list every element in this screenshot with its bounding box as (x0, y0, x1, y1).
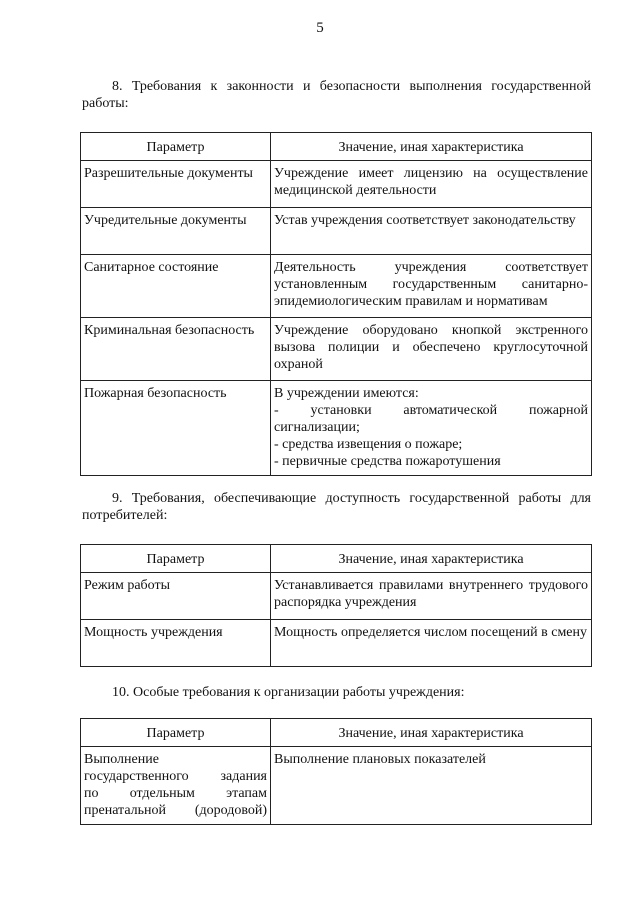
section-10-heading: 10. Особые требования к организации работы учреждения: (112, 685, 465, 700)
value-cell: Учреждение оборудовано кнопкой экстренного вызова полиции и обеспечено круглосуточной охраной (271, 318, 592, 381)
value-line: - установки автоматической пожарной сигнализации; (274, 403, 588, 435)
value-cell (271, 381, 592, 476)
parameter-cell: Санитарное состояние (81, 255, 271, 318)
value-cell: Учреждение имеет лицензию на осуществление медицинской деятельности (271, 161, 592, 208)
section-8-heading: 8. Требования к законности и безопасности выполнения государственной работы: (82, 79, 591, 111)
value-line: - первичные средства пожаротушения (274, 454, 501, 469)
column-header-parameter: Параметр (81, 133, 271, 161)
section-9-heading: 9. Требования, обеспечивающие доступность государственной работы для потребителей: (82, 491, 591, 523)
value-cell: Устав учреждения соответствует законодательству (271, 208, 592, 255)
column-header-value: Значение, иная характеристика (271, 545, 592, 573)
parameter-cell (81, 747, 271, 825)
column-header-value: Значение, иная характеристика (271, 133, 592, 161)
parameter-cell: Криминальная безопасность (81, 318, 271, 381)
parameter-cell: Разрешительные документы (81, 161, 271, 208)
parameter-cell: Учредительные документы (81, 208, 271, 255)
column-header-parameter: Параметр (81, 719, 271, 747)
table-row (81, 255, 592, 318)
value-cell: Выполнение плановых показателей (271, 747, 592, 825)
page-number: 5 (316, 20, 324, 36)
parameter-line: государственного задания (84, 769, 267, 784)
table-row (81, 381, 592, 476)
parameter-line: по отдельным этапам (84, 786, 267, 801)
table-row (81, 573, 592, 620)
parameter-cell: Мощность учреждения (81, 620, 271, 667)
table-row (81, 620, 592, 667)
table-row (81, 208, 592, 255)
table-row (81, 747, 592, 825)
table-header-row (81, 719, 592, 747)
value-line: В учреждении имеются: (274, 386, 419, 401)
value-cell: Устанавливается правилами внутреннего трудового распорядка учреждения (271, 573, 592, 620)
value-cell: Деятельность учреждения соответствует установленным государственным санитарно-эпидемиологическим правилам и нормативам (271, 255, 592, 318)
table-header-row (81, 133, 592, 161)
parameter-cell: Пожарная безопасность (81, 381, 271, 476)
column-header-parameter: Параметр (81, 545, 271, 573)
value-line: - средства извещения о пожаре; (274, 437, 463, 452)
table-row (81, 318, 592, 381)
value-cell: Мощность определяется числом посещений в смену (271, 620, 592, 667)
table-row (81, 161, 592, 208)
section-8-table (80, 132, 592, 476)
section-9-table (80, 544, 592, 667)
table-header-row (81, 545, 592, 573)
parameter-cell: Режим работы (81, 573, 271, 620)
parameter-line: пренатальной (дородовой) (84, 803, 267, 818)
parameter-line: Выполнение (84, 752, 159, 767)
section-10-table (80, 718, 592, 825)
column-header-value: Значение, иная характеристика (271, 719, 592, 747)
